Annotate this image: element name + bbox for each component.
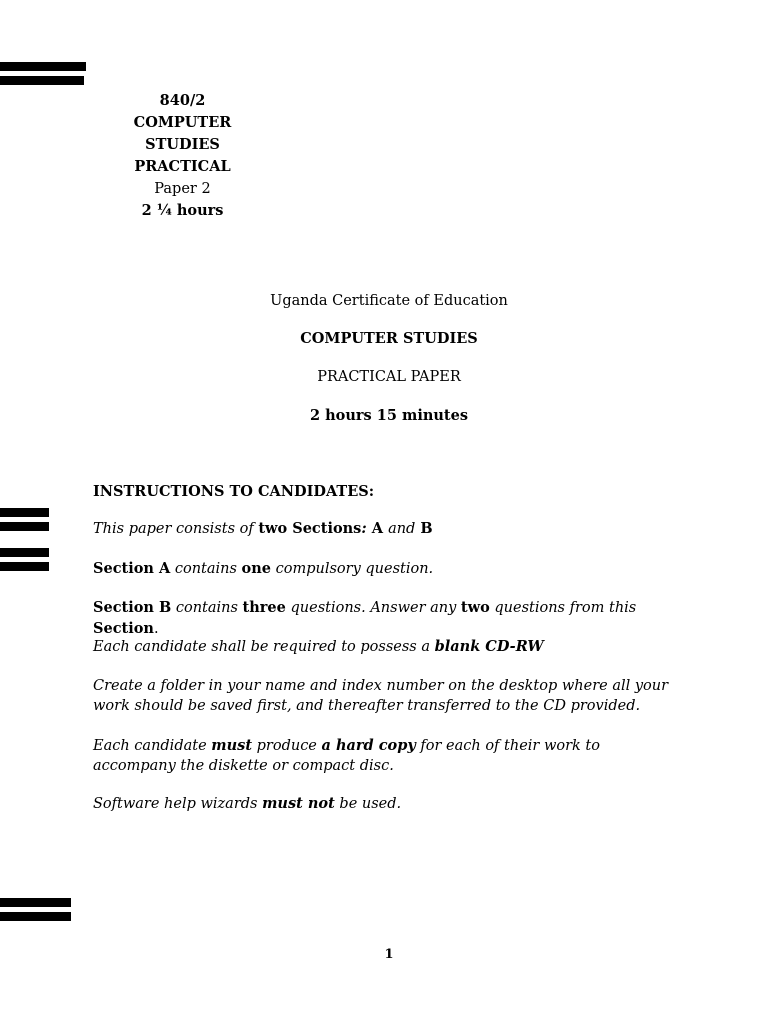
registration-bar xyxy=(0,76,84,85)
registration-bar xyxy=(0,548,49,557)
paper-header xyxy=(100,90,265,222)
instructions-heading: INSTRUCTIONS TO CANDIDATES: xyxy=(93,483,375,500)
instruction-wizards: Software help wizards must not be used. xyxy=(93,795,402,812)
instruction-section-b: Section B contains three questions. Answer any two questions from this Section. xyxy=(93,599,637,637)
instruction-hard-copy: Each candidate must produce a hard copy for each of their work to accompany the diskette or compact disc. xyxy=(93,737,600,774)
subject-line-1: COMPUTER xyxy=(133,114,232,131)
subject-line-3: PRACTICAL xyxy=(134,158,231,175)
instruction-section-a: Section A contains one compulsory question. xyxy=(93,560,434,577)
registration-bar xyxy=(0,562,49,571)
registration-bar xyxy=(0,508,49,517)
registration-bar xyxy=(0,898,71,907)
registration-bar xyxy=(0,522,49,531)
registration-bar xyxy=(0,62,86,71)
subject-line-2: STUDIES xyxy=(145,136,220,153)
paper-duration: 2 ¼ hours xyxy=(141,202,224,219)
instruction-cd: Each candidate shall be required to possess a blank CD-RW xyxy=(93,638,544,655)
instruction-sections: This paper consists of two Sections: A and B xyxy=(93,520,433,537)
paper-number: Paper 2 xyxy=(154,181,211,197)
registration-bar xyxy=(0,912,71,921)
exam-duration: 2 hours 15 minutes xyxy=(310,407,468,424)
certificate-title: Uganda Certificate of Education xyxy=(270,293,508,309)
paper-code: 840/2 xyxy=(159,92,206,109)
instruction-folder: Create a folder in your name and index number on the desktop where all your work should be saved first, and thereafter transferred to the CD provided. xyxy=(93,678,669,714)
page-number: 1 xyxy=(384,947,394,962)
subject-title: COMPUTER STUDIES xyxy=(300,330,478,347)
paper-type: PRACTICAL PAPER xyxy=(317,369,461,385)
